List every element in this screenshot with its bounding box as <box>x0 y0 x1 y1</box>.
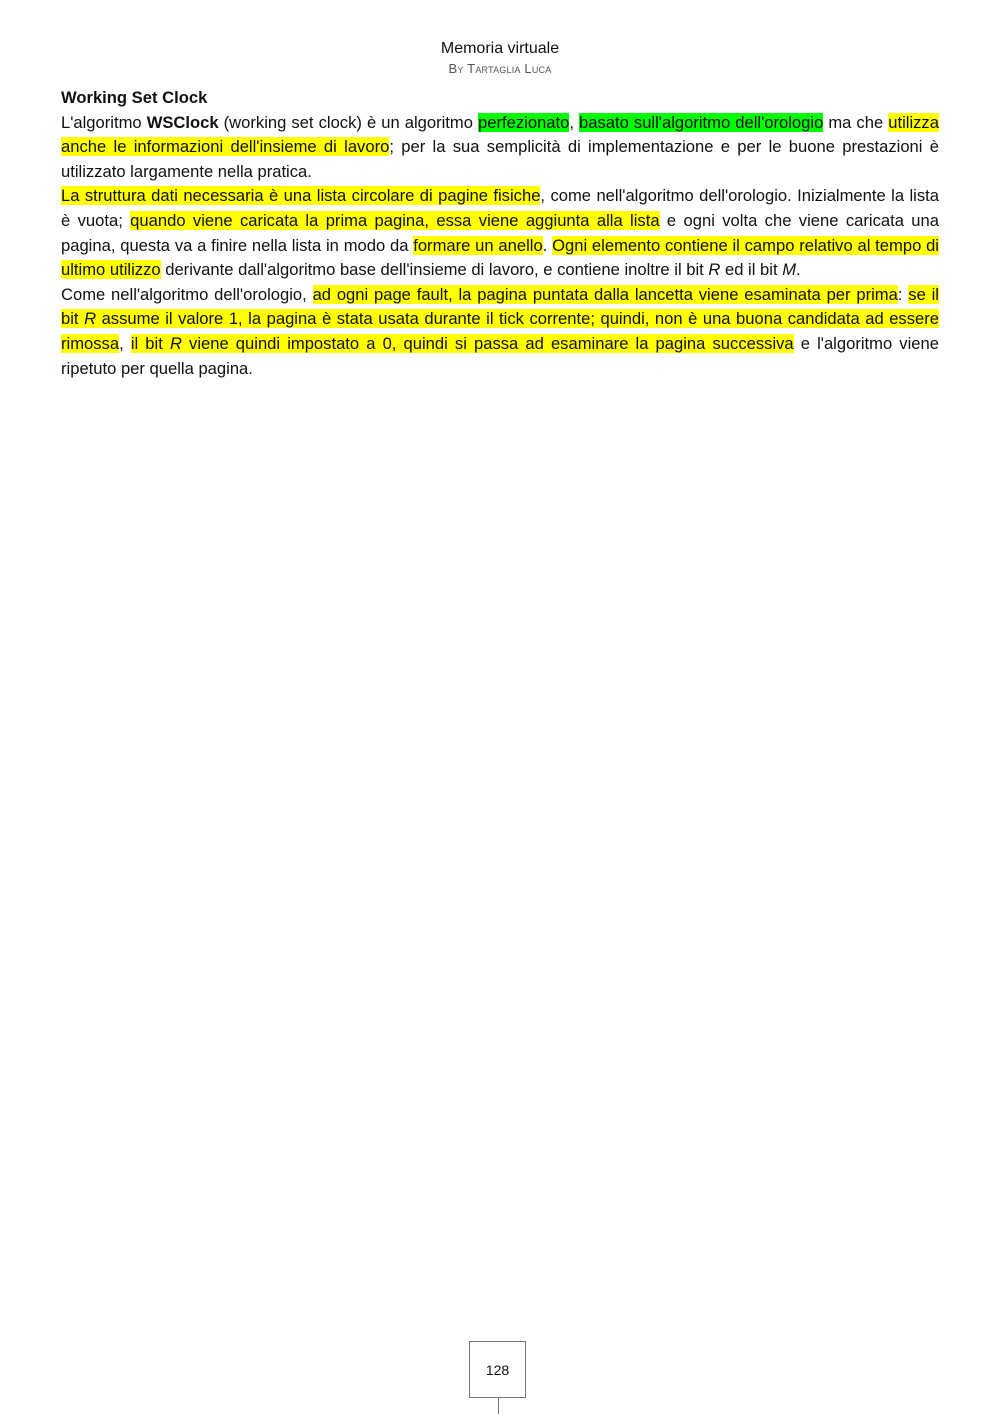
text-run: ma che <box>823 112 889 132</box>
highlighted-text: assume il valore 1, la pagina è stata usata durante il tick corrente; quindi, non è una buona candidata ad essere rimossa <box>61 309 940 353</box>
text-run: M <box>782 260 797 280</box>
highlighted-text: utilizza anche le informazioni dell'insieme di lavoro <box>61 112 939 157</box>
highlighted-text: il bit <box>130 333 170 353</box>
highlighted-text: formare un anello <box>413 235 543 255</box>
section-heading: Working Set Clock <box>61 88 208 107</box>
highlighted-text: viene quindi impostato a 0, quindi si passa ad esaminare la pagina successiva <box>181 333 794 353</box>
text-run: e l'algoritmo viene ripetuto per quella pagina. <box>61 333 939 378</box>
document-author: By Tartaglia Luca <box>448 61 552 76</box>
paragraph <box>61 283 939 381</box>
page-number-box <box>469 1341 526 1398</box>
text-run: ; per la sua semplicità di implementazione e per le buone prestazioni è utilizzato largamente nella pratica. <box>61 137 939 181</box>
highlighted-text: ad ogni page fault, la pagina puntata dalla lancetta viene esaminata per prima <box>312 284 898 304</box>
paragraph <box>61 184 939 282</box>
text-run: derivante dall'algoritmo base dell'insieme di lavoro, e contiene inoltre il bit <box>160 260 709 280</box>
text-run: , come nell'algoritmo dell'orologio. Inizialmente la lista è vuota; <box>61 186 939 230</box>
highlighted-text: basato sull'algoritmo dell'orologio <box>579 112 824 132</box>
highlighted-text: quando viene caricata la prima pagina, essa viene aggiunta alla lista <box>130 210 660 230</box>
text-run: . <box>542 235 553 255</box>
bold-term: WSClock <box>146 112 219 132</box>
text-run: , <box>119 333 131 353</box>
paragraph <box>61 111 939 185</box>
text-run: R <box>708 260 721 280</box>
text-run: : <box>897 284 909 304</box>
text-run: L'algoritmo <box>61 112 147 132</box>
highlighted-text: perfezionato <box>478 112 570 132</box>
text-run: , <box>569 112 580 132</box>
document-title: Memoria virtuale <box>440 40 560 57</box>
text-run: ed il bit <box>720 260 783 280</box>
text-run: Come nell'algoritmo dell'orologio, <box>61 284 313 304</box>
highlighted-text: se il bit <box>61 284 939 329</box>
highlighted-text: R <box>84 309 97 329</box>
page-header <box>0 38 1000 78</box>
main-content <box>61 86 939 381</box>
text-run: e ogni volta che viene caricata una pagina, questa va a finire nella lista in modo da <box>61 210 939 255</box>
page-number: 128 <box>485 1361 510 1378</box>
text-run: . <box>796 260 801 280</box>
text-run: (working set clock) è un algoritmo <box>218 112 479 132</box>
highlighted-text: La struttura dati necessaria è una lista circolare di pagine fisiche <box>61 186 541 206</box>
page-number-connector <box>498 1398 499 1414</box>
highlighted-text: R <box>169 333 182 353</box>
highlighted-text: Ogni elemento contiene il campo relativo al tempo di ultimo utilizzo <box>61 235 939 280</box>
